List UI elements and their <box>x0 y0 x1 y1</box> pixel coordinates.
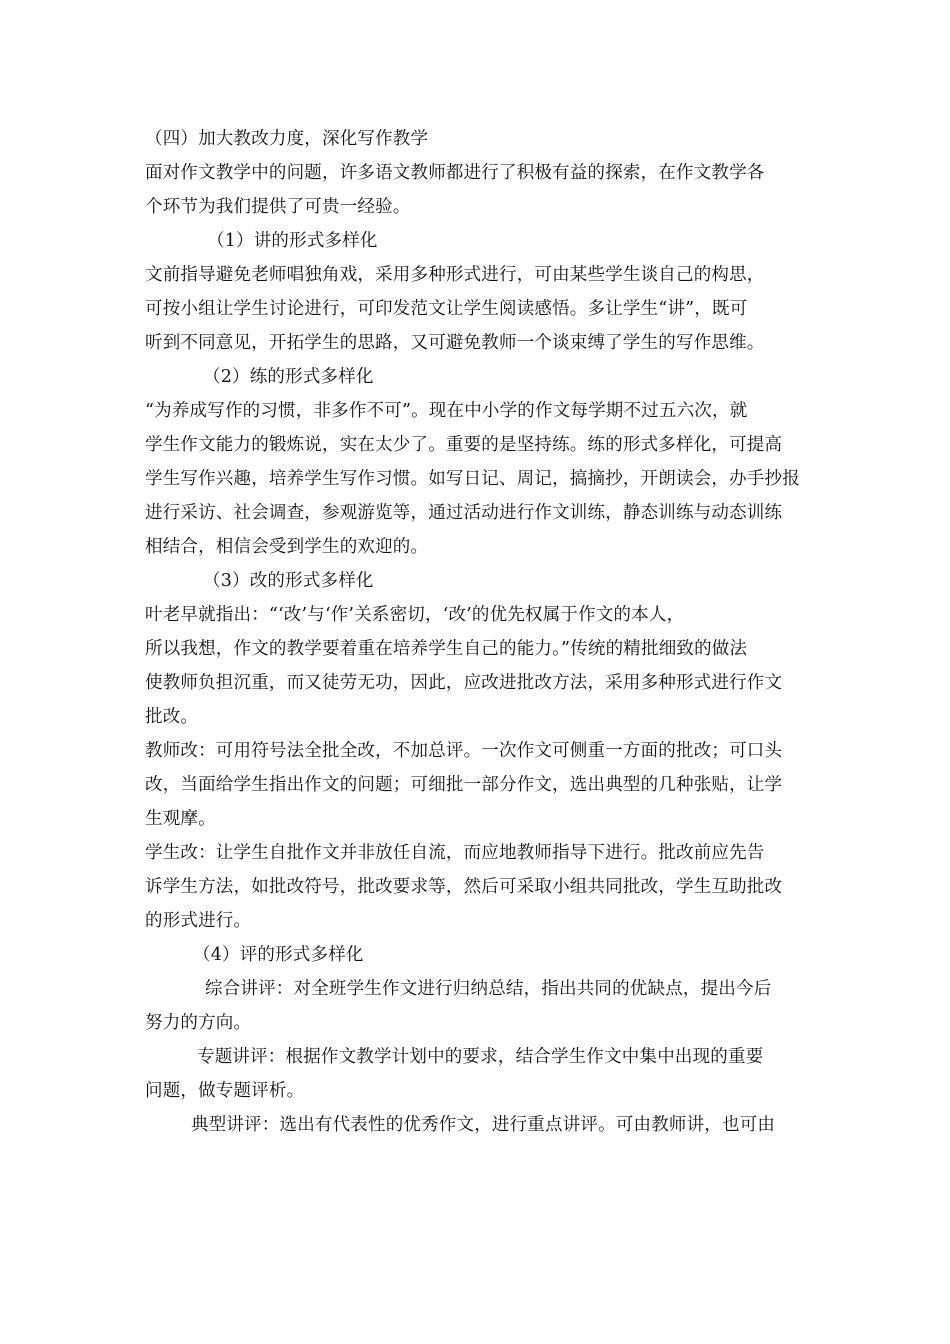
document-body <box>145 122 811 1142</box>
subheading-4: （4）评的形式多样化 <box>193 945 364 965</box>
paragraph-line: 所以我想，作文的教学要着重在培养学生自己的能力。”传统的精批细致的做法 <box>145 639 748 659</box>
paragraph-line: 改，当面给学生指出作文的问题；可细批一部分作文，选出典型的几种张贴，让学 <box>145 775 783 795</box>
paragraph-line: 文前指导避免老师唱独角戏，采用多种形式进行，可由某些学生谈自己的构思， <box>145 265 765 285</box>
paragraph-line: 听到不同意见，开拓学生的思路，又可避免教师一个谈束缚了学生的写作思维。 <box>145 333 765 353</box>
paragraph-line: 面对作文教学中的问题，许多语文教师都进行了积极有益的探索，在作文教学各 <box>145 163 765 183</box>
paragraph-line: 诉学生方法，如批改符号，批改要求等，然后可采取小组共同批改，学生互助批改 <box>145 877 783 897</box>
paragraph-line: 的形式进行。 <box>145 911 252 931</box>
paragraph-line: 生观摩。 <box>145 809 216 829</box>
subheading-3: （3）改的形式多样化 <box>203 571 374 591</box>
paragraph-line: 进行采访、社会调查，参观游览等，通过活动进行作文训练，静态训练与动态训练 <box>145 503 783 523</box>
paragraph-line: 相结合，相信会受到学生的欢迎的。 <box>145 537 429 557</box>
paragraph-line: 专题讲评：根据作文教学计划中的要求，结合学生作文中集中出现的重要 <box>197 1047 764 1067</box>
paragraph-line: 个环节为我们提供了可贵一经验。 <box>145 197 411 217</box>
subheading-1: （1）讲的形式多样化 <box>207 231 378 251</box>
paragraph-line: 教师改：可用符号法全批全改，不加总评。一次作文可侧重一方面的批改；可口头 <box>145 741 783 761</box>
paragraph-line: 学生改：让学生自批作文并非放任自流，而应地教师指导下进行。批改前应先告 <box>145 843 765 863</box>
paragraph-line: 批改。 <box>145 707 199 727</box>
paragraph-line: 学生写作兴趣，培养学生写作习惯。如写日记、周记，搞摘抄，开朗读会，办手抄报 <box>145 469 800 489</box>
paragraph-line: “为养成写作的习惯，非多作不可”。现在中小学的作文每学期不过五六次，就 <box>145 401 748 421</box>
paragraph-line: 叶老早就指出：“‘改’与‘作’关系密切，‘改’的优先权属于作文的本人， <box>145 605 685 625</box>
paragraph-line: 努力的方向。 <box>145 1013 252 1033</box>
section-heading: （四）加大教改力度，深化写作教学 <box>145 129 429 149</box>
paragraph-line: 学生作文能力的锻炼说，实在太少了。重要的是坚持练。练的形式多样化，可提高 <box>145 435 783 455</box>
paragraph-line: 问题，做专题评析。 <box>145 1081 305 1101</box>
paragraph-line: 综合讲评：对全班学生作文进行归纳总结，指出共同的优缺点，提出今后 <box>205 979 772 999</box>
paragraph-line: 使教师负担沉重，而又徒劳无功，因此，应改进批改方法，采用多种形式进行作文 <box>145 673 783 693</box>
paragraph-line: 可按小组让学生讨论进行，可印发范文让学生阅读感悟。多让学生“讲”，既可 <box>145 299 748 319</box>
paragraph-line: 典型讲评：选出有代表性的优秀作文，进行重点讲评。可由教师讲，也可由 <box>191 1115 776 1135</box>
subheading-2: （2）练的形式多样化 <box>203 367 374 387</box>
